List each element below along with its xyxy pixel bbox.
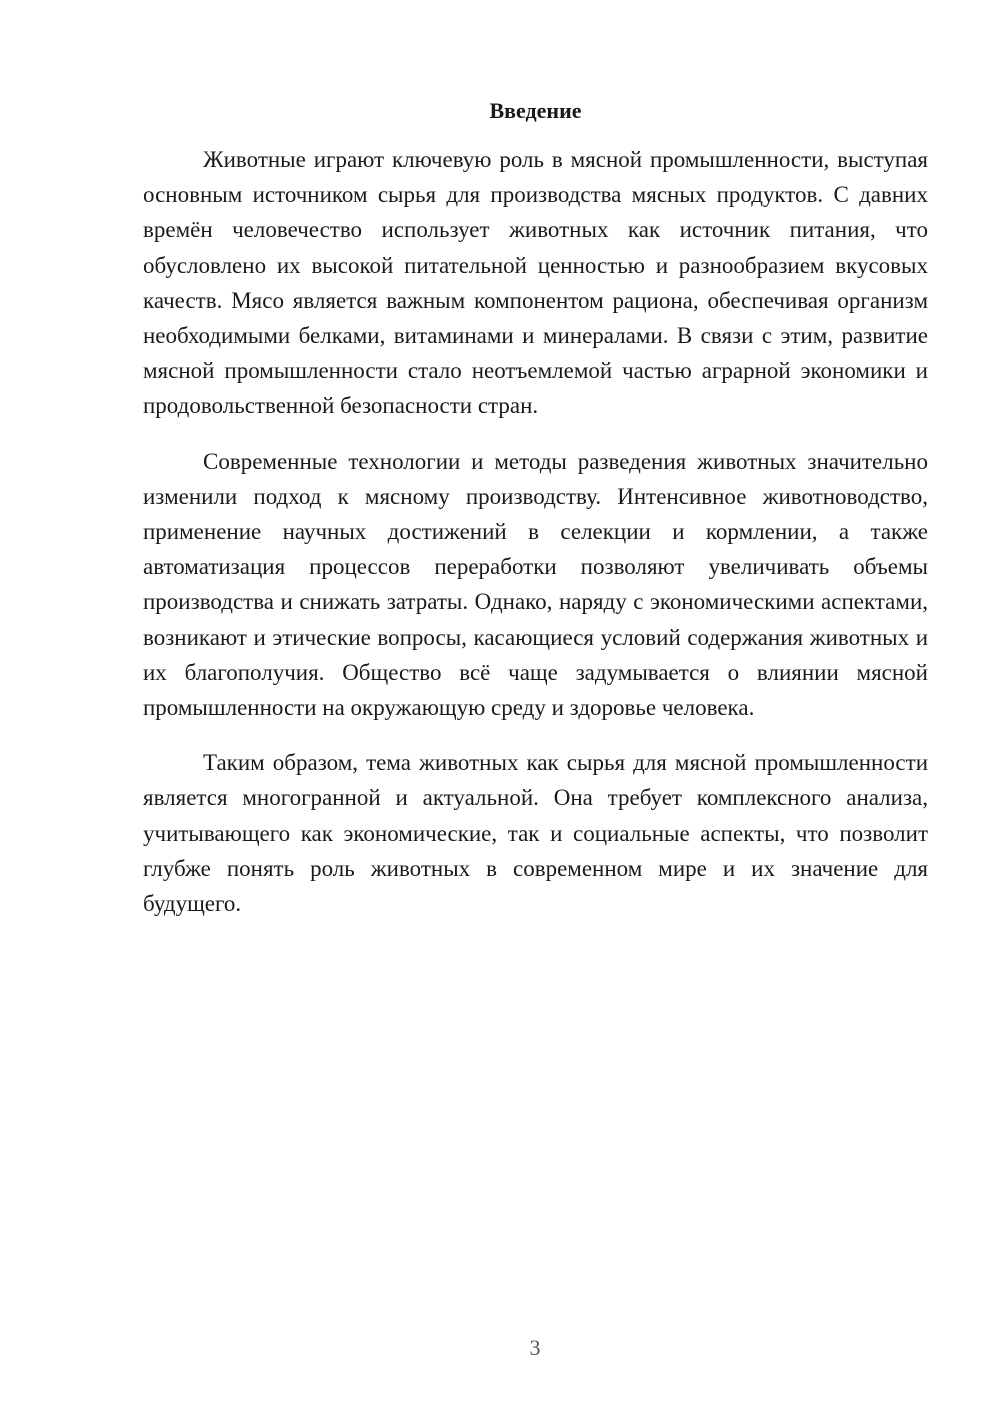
document-body: [143, 142, 928, 941]
paragraph-intro: Животные играют ключевую роль в мясной промышленности, выступая основным источником сырья для производства мясных продуктов. С давних времён человечество использует животных как источник питания, что обусловлено их высокой питательной ценностью и разнообразием вкусовых качеств. Мясо является важным компонентом рациона, обеспечивая организм необходимыми белками, витаминами и минералами. В связи с этим, развитие мясной промышленности стало неотъемлемой частью аграрной экономики и продовольственной безопасности стран.: [143, 147, 928, 419]
page-number: 3: [529, 1335, 541, 1360]
paragraph-technologies: Современные технологии и методы разведения животных значительно изменили подход к мясному производству. Интенсивное животноводство, применение научных достижений в селекции и кормлении, а также автоматизация процессов переработки позволяют увеличивать объемы производства и снижать затраты. Однако, наряду с экономическими аспектами, возникают и этические вопросы, касающиеся условий содержания животных и их благополучия. Общество всё чаще задумывается о влиянии мясной промышленности на окружающую среду и здоровье человека.: [143, 448, 928, 721]
page-title: Введение: [489, 98, 582, 123]
paragraph-conclusion: Таким образом, тема животных как сырья для мясной промышленности является многогранной и актуальной. Она требует комплексного анализа, учитывающего как экономические, так и социальные аспекты, что позволит глубже понять роль животных в современном мире и их значение для будущего.: [143, 750, 928, 917]
